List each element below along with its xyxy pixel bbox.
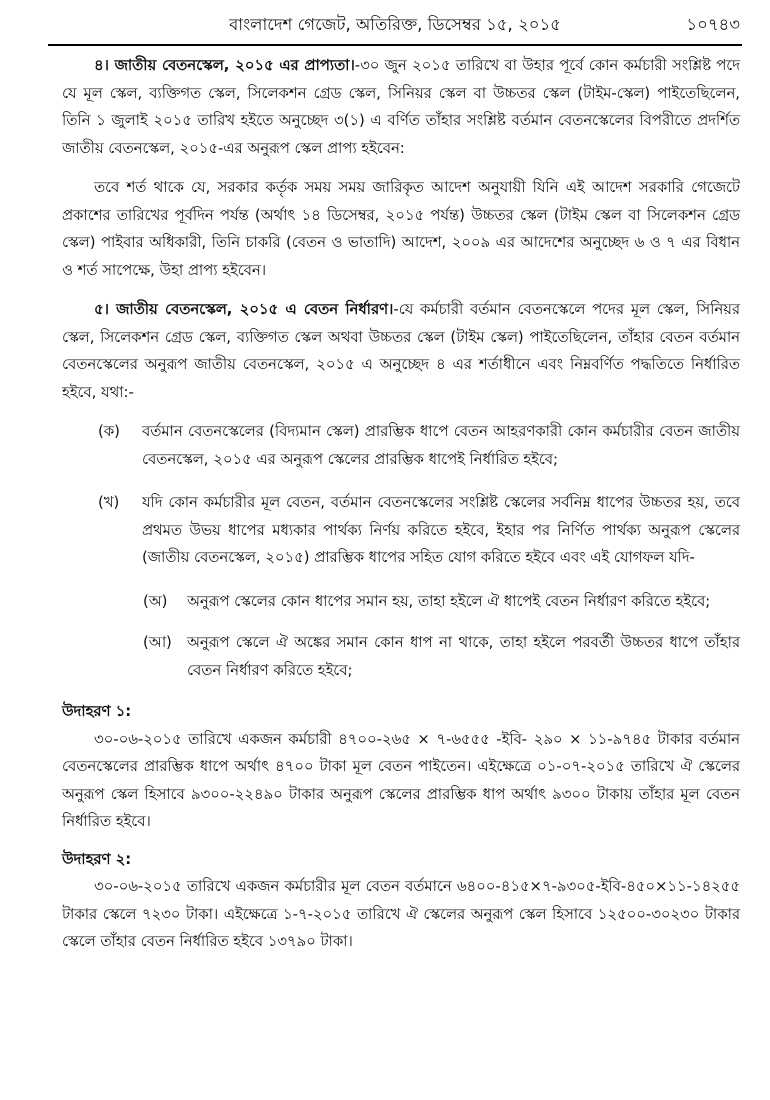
clause-kha	[62, 489, 740, 572]
clause-text: বর্তমান বেতনস্কেলের (বিদ্যমান স্কেল) প্রারম্ভিক ধাপে বেতন আহরণকারী কোন কর্মচারীর বেতন জাতীয় বেতনস্কেল, ২০১৫ এর অনুরূপ স্কেলের প্রারম্ভিক ধাপেই নির্ধারিত হইবে;	[142, 423, 740, 468]
page-header	[50, 14, 740, 44]
subclause-marker: (আ)	[143, 634, 172, 651]
section-5-body: -যে কর্মচারী বর্তমান বেতনস্কেলে পদের মূল স্কেল, সিনিয়র স্কেল, সিলেকশন গ্রেড স্কেল, ব্যক্তিগত স্কেল অথবা উচ্চতর স্কেল (টাইম স্কেল) পাইতেছিলেন, তাঁহার বেতন বর্তমান বেতনস্কেলের অনুরূপ জাতীয় বেতনস্কেল, ২০১৫ এ অনুচ্ছেদ ৪ এর শর্তাধীনে এবং নিম্নবর্ণিত পদ্ধতিতে নির্ধারিত হইবে, যথা:-	[62, 301, 741, 401]
clause-marker: (খ)	[98, 494, 120, 511]
header-rule	[48, 44, 742, 46]
document-body	[62, 52, 740, 966]
gazette-title: বাংলাদেশ গেজেট, অতিরিক্ত, ডিসেম্বর ১৫, ২০১৫	[229, 15, 561, 34]
example-1-text: ৩০-০৬-২০১৫ তারিখে একজন কর্মচারী ৪৭০০-২৬৫ × ৭-৬৫৫৫ -ইবি- ২৯০ × ১১-৯৭৪৫ টাকার বর্তমান বেতনস্কেলের প্রারম্ভিক ধাপে অর্থাৎ ৪৭০০ টাকা মূল বেতন পাইতেন। এইক্ষেত্রে ০১-০৭-২০১৫ তারিখে ঐ স্কেলের অনুরূপ স্কেল হিসাবে ৯৩০০-২২৪৯০ টাকার অনুরূপ স্কেলের প্রারম্ভিক ধাপ অর্থাৎ ৯৩০০ টাকায় তাঁহার মূল বেতন নির্ধারিত হইবে।	[62, 730, 740, 830]
section-4-paragraph	[62, 52, 740, 162]
example-1-label: উদাহরণ ১:	[62, 703, 132, 720]
example-2-label: উদাহরণ ২:	[62, 850, 132, 868]
clause-marker: (ক)	[98, 423, 120, 440]
example-2-text: ৩০-০৬-২০১৫ তারিখে একজন কর্মচারীর মূল বেতন বর্তমানে ৬৪০০-৪১৫×৭-৯৩০৫-ইবি-৪৫০×১১-১৪২৫৫ টাকার স্কেলে ৭২৩০ টাকা। এইক্ষেত্রে ১-৭-২০১৫ তারিখে ঐ স্কেলের অনুরূপ স্কেল হিসাবে ১২৫০০-৩০২৩০ টাকার স্কেলে তাঁহার বেতন নির্ধারিত হইবে ১৩৭৯০ টাকা।	[62, 878, 740, 950]
subclause-a	[62, 588, 740, 616]
subclause-text: অনুরূপ স্কেলের কোন ধাপের সমান হয়, তাহা হইলে ঐ ধাপেই বেতন নির্ধারণ করিতে হইবে;	[187, 592, 711, 610]
section-4-heading: ৪। জাতীয় বেতনস্কেল, ২০১৫ এর প্রাপ্যতা।	[94, 57, 355, 74]
subclause-aa	[62, 629, 740, 684]
subclause-marker: (অ)	[143, 592, 168, 610]
section-5-paragraph	[62, 296, 740, 406]
page-number: ১০৭৪৩	[686, 15, 740, 34]
subclause-text: অনুরূপ স্কেলে ঐ অঙ্কের সমান কোন ধাপ না থাকে, তাহা হইলে পরবর্তী উচ্চতর ধাপে তাঁহার বেতন নির্ধারণ করিতে হইবে;	[187, 634, 740, 679]
clause-ka	[62, 418, 740, 473]
clause-text: যদি কোন কর্মচারীর মূল বেতন, বর্তমান বেতনস্কেলের সংশ্লিষ্ট স্কেলের সর্বনিম্ন ধাপের উচ্চতর হয়, তবে প্রথমত উভয় ধাপের মধ্যকার পার্থক্য নির্ণয় করিতে হইবে, ইহার পর নির্ণিত পার্থক্য অনুরূপ স্কেলের (জাতীয় বেতনস্কেল, ২০১৫) প্রারম্ভিক ধাপের সহিত যোগ করিতে হইবে এবং এই যোগফল যদি-	[142, 494, 740, 566]
section-5-heading: ৫। জাতীয় বেতনস্কেল, ২০১৫ এ বেতন নির্ধারণ।	[94, 301, 394, 318]
section-4-body: -৩০ জুন ২০১৫ তারিখে বা উহার পূর্বে কোন কর্মচারী সংশ্লিষ্ট পদে যে মূল স্কেল, ব্যক্তিগত স্কেল, সিলেকশন গ্রেড স্কেল, সিনিয়র স্কেল বা উচ্চতর স্কেল (টাইম-স্কেল) পাইতেছিলেন, তিনি ১ জুলাই ২০১৫ তারিখ হইতে অনুচ্ছেদ ৩(১) এ বর্ণিত তাঁহার সংশ্লিষ্ট বর্তমান বেতনস্কেলের বিপরীতে প্রদর্শিত জাতীয় বেতনস্কেল, ২০১৫-এর অনুরূপ স্কেল প্রাপ্য হইবেন:	[62, 57, 740, 157]
section-4-proviso: তবে শর্ত থাকে যে, সরকার কর্তৃক সময় সময় জারিকৃত আদেশ অনুযায়ী যিনি এই আদেশ সরকারি গেজেটে প্রকাশের তারিখের পূর্বদিন পর্যন্ত (অর্থাৎ ১৪ ডিসেম্বর, ২০১৫ পর্যন্ত) উচ্চতর স্কেল (টাইম স্কেল বা সিলেকশন গ্রেড স্কেল) পাইবার অধিকারী, তিনি চাকরি (বেতন ও ভাতাদি) আদেশ, ২০০৯ এর আদেশের অনুচ্ছেদ ৬ ও ৭ এর বিধান ও শর্ত সাপেক্ষে, উহা প্রাপ্য হইবেন।	[62, 179, 740, 279]
